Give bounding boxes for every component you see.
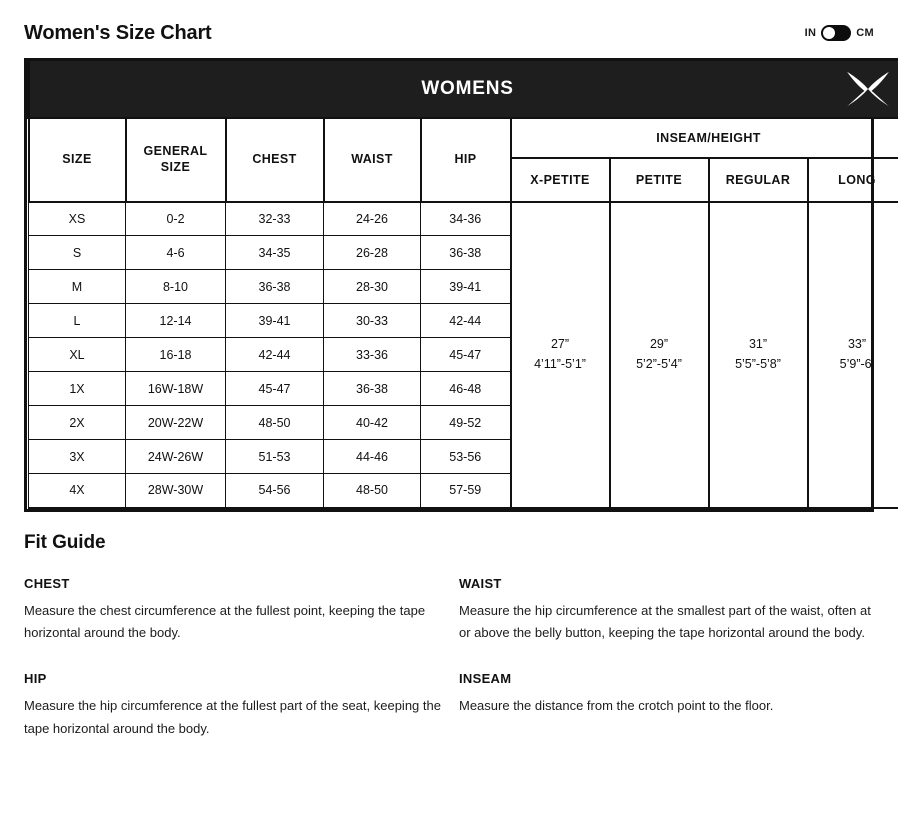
header-general-size	[126, 118, 226, 202]
fit-guide-item-title: INSEAM	[459, 671, 512, 686]
cell-waist: 44-46	[324, 440, 421, 474]
cell-chest: 54-56	[226, 474, 324, 508]
cell-hip: 49-52	[421, 406, 511, 440]
cell-inseam-petite	[610, 202, 709, 508]
fit-guide-item-chest	[24, 576, 459, 646]
cell-waist: 26-28	[324, 236, 421, 270]
cell-waist: 40-42	[324, 406, 421, 440]
cell-waist: 28-30	[324, 270, 421, 304]
header-general-size-line1: GENERAL	[143, 143, 208, 158]
fit-guide-item-hip	[24, 671, 459, 741]
table-banner-row	[29, 60, 898, 118]
cell-chest: 32-33	[226, 202, 324, 236]
banner-title: WOMENS	[421, 77, 514, 99]
fit-guide-item-body: Measure the hip circumference at the fullest part of the seat, keeping the tape horizontal around the body.	[24, 698, 441, 736]
height-x-petite-value: 4’11”-5’1”	[534, 356, 586, 371]
cell-waist: 36-38	[324, 372, 421, 406]
unit-toggle[interactable]	[805, 25, 874, 41]
cell-size: XS	[29, 202, 126, 236]
cell-general: 24W-26W	[126, 440, 226, 474]
cell-chest: 34-35	[226, 236, 324, 270]
brand-x-logo-icon	[845, 69, 891, 109]
cell-waist: 30-33	[324, 304, 421, 338]
cell-waist: 24-26	[324, 202, 421, 236]
fit-guide-grid	[24, 576, 874, 741]
header-chest: CHEST	[226, 118, 324, 202]
cell-size: XL	[29, 338, 126, 372]
cell-inseam-regular	[709, 202, 808, 508]
cell-inseam-x-petite	[511, 202, 610, 508]
header-petite: PETITE	[610, 158, 709, 202]
inseam-long-value: 33”	[847, 337, 867, 352]
cell-hip: 45-47	[421, 338, 511, 372]
cell-general: 20W-22W	[126, 406, 226, 440]
cell-general: 4-6	[126, 236, 226, 270]
fit-guide-item-title: HIP	[24, 671, 47, 686]
fit-guide-item-title: WAIST	[459, 575, 502, 591]
cell-waist: 33-36	[324, 338, 421, 372]
header-general-size-line2: SIZE	[160, 159, 191, 174]
header-x-petite: X-PETITE	[511, 158, 610, 202]
fit-guide-title: Fit Guide	[24, 531, 106, 553]
cell-general: 16W-18W	[126, 372, 226, 406]
header-regular: REGULAR	[709, 158, 808, 202]
cell-general: 28W-30W	[126, 474, 226, 508]
cell-size: L	[29, 304, 126, 338]
cell-size: 1X	[29, 372, 126, 406]
cell-hip: 53-56	[421, 440, 511, 474]
cell-chest: 45-47	[226, 372, 324, 406]
fit-guide-item-inseam	[459, 671, 874, 741]
fit-guide-item-title: CHEST	[24, 575, 70, 591]
cell-inseam-long	[808, 202, 898, 508]
cell-general: 16-18	[126, 338, 226, 372]
fit-guide-item-body: Measure the hip circumference at the smallest part of the waist, often at or above the belly button, keeping the tape horizontal around the body.	[459, 602, 871, 641]
height-regular-value: 5’5”-5’8”	[735, 356, 781, 371]
cell-chest: 39-41	[226, 304, 324, 338]
cell-hip: 57-59	[421, 474, 511, 508]
inseam-x-petite-value: 27”	[550, 337, 570, 352]
fit-guide-item-waist	[459, 576, 874, 646]
cell-hip: 46-48	[421, 372, 511, 406]
fit-guide-item-body: Measure the chest circumference at the fullest point, keeping the tape horizontal around the body.	[24, 602, 426, 641]
unit-label-in: IN	[804, 27, 817, 39]
size-chart-table-wrap	[24, 58, 874, 512]
cell-general: 12-14	[126, 304, 226, 338]
table-row	[29, 202, 898, 236]
height-long-value: 5’9”-6’	[839, 356, 875, 371]
cell-general: 8-10	[126, 270, 226, 304]
size-chart-table	[27, 58, 898, 509]
cell-size: 2X	[29, 406, 126, 440]
height-petite-value: 5’2”-5’4”	[636, 356, 682, 371]
cell-hip: 34-36	[421, 202, 511, 236]
cell-hip: 42-44	[421, 304, 511, 338]
header-size: SIZE	[29, 118, 126, 202]
inseam-petite-value: 29”	[649, 337, 669, 352]
header-inseam-height-group: INSEAM/HEIGHT	[511, 118, 898, 158]
page-title: Women's Size Chart	[24, 21, 212, 44]
unit-label-cm: CM	[856, 27, 874, 39]
cell-hip: 39-41	[421, 270, 511, 304]
unit-toggle-knob	[823, 27, 835, 39]
cell-waist: 48-50	[324, 474, 421, 508]
unit-toggle-switch[interactable]	[821, 25, 851, 41]
cell-hip: 36-38	[421, 236, 511, 270]
fit-guide-section	[24, 532, 874, 741]
table-banner-cell	[29, 60, 898, 118]
table-header-row-1	[29, 118, 898, 158]
header-waist: WAIST	[324, 118, 421, 202]
cell-size: 3X	[29, 440, 126, 474]
cell-size: M	[29, 270, 126, 304]
cell-size: S	[29, 236, 126, 270]
cell-chest: 42-44	[226, 338, 324, 372]
cell-chest: 51-53	[226, 440, 324, 474]
inseam-regular-value: 31”	[748, 337, 768, 352]
cell-chest: 48-50	[226, 406, 324, 440]
cell-chest: 36-38	[226, 270, 324, 304]
header-hip: HIP	[421, 118, 511, 202]
page-header	[24, 0, 874, 58]
cell-general: 0-2	[126, 202, 226, 236]
header-long: LONG	[808, 158, 898, 202]
fit-guide-item-body: Measure the distance from the crotch point to the floor.	[459, 698, 774, 713]
cell-size: 4X	[29, 474, 126, 508]
